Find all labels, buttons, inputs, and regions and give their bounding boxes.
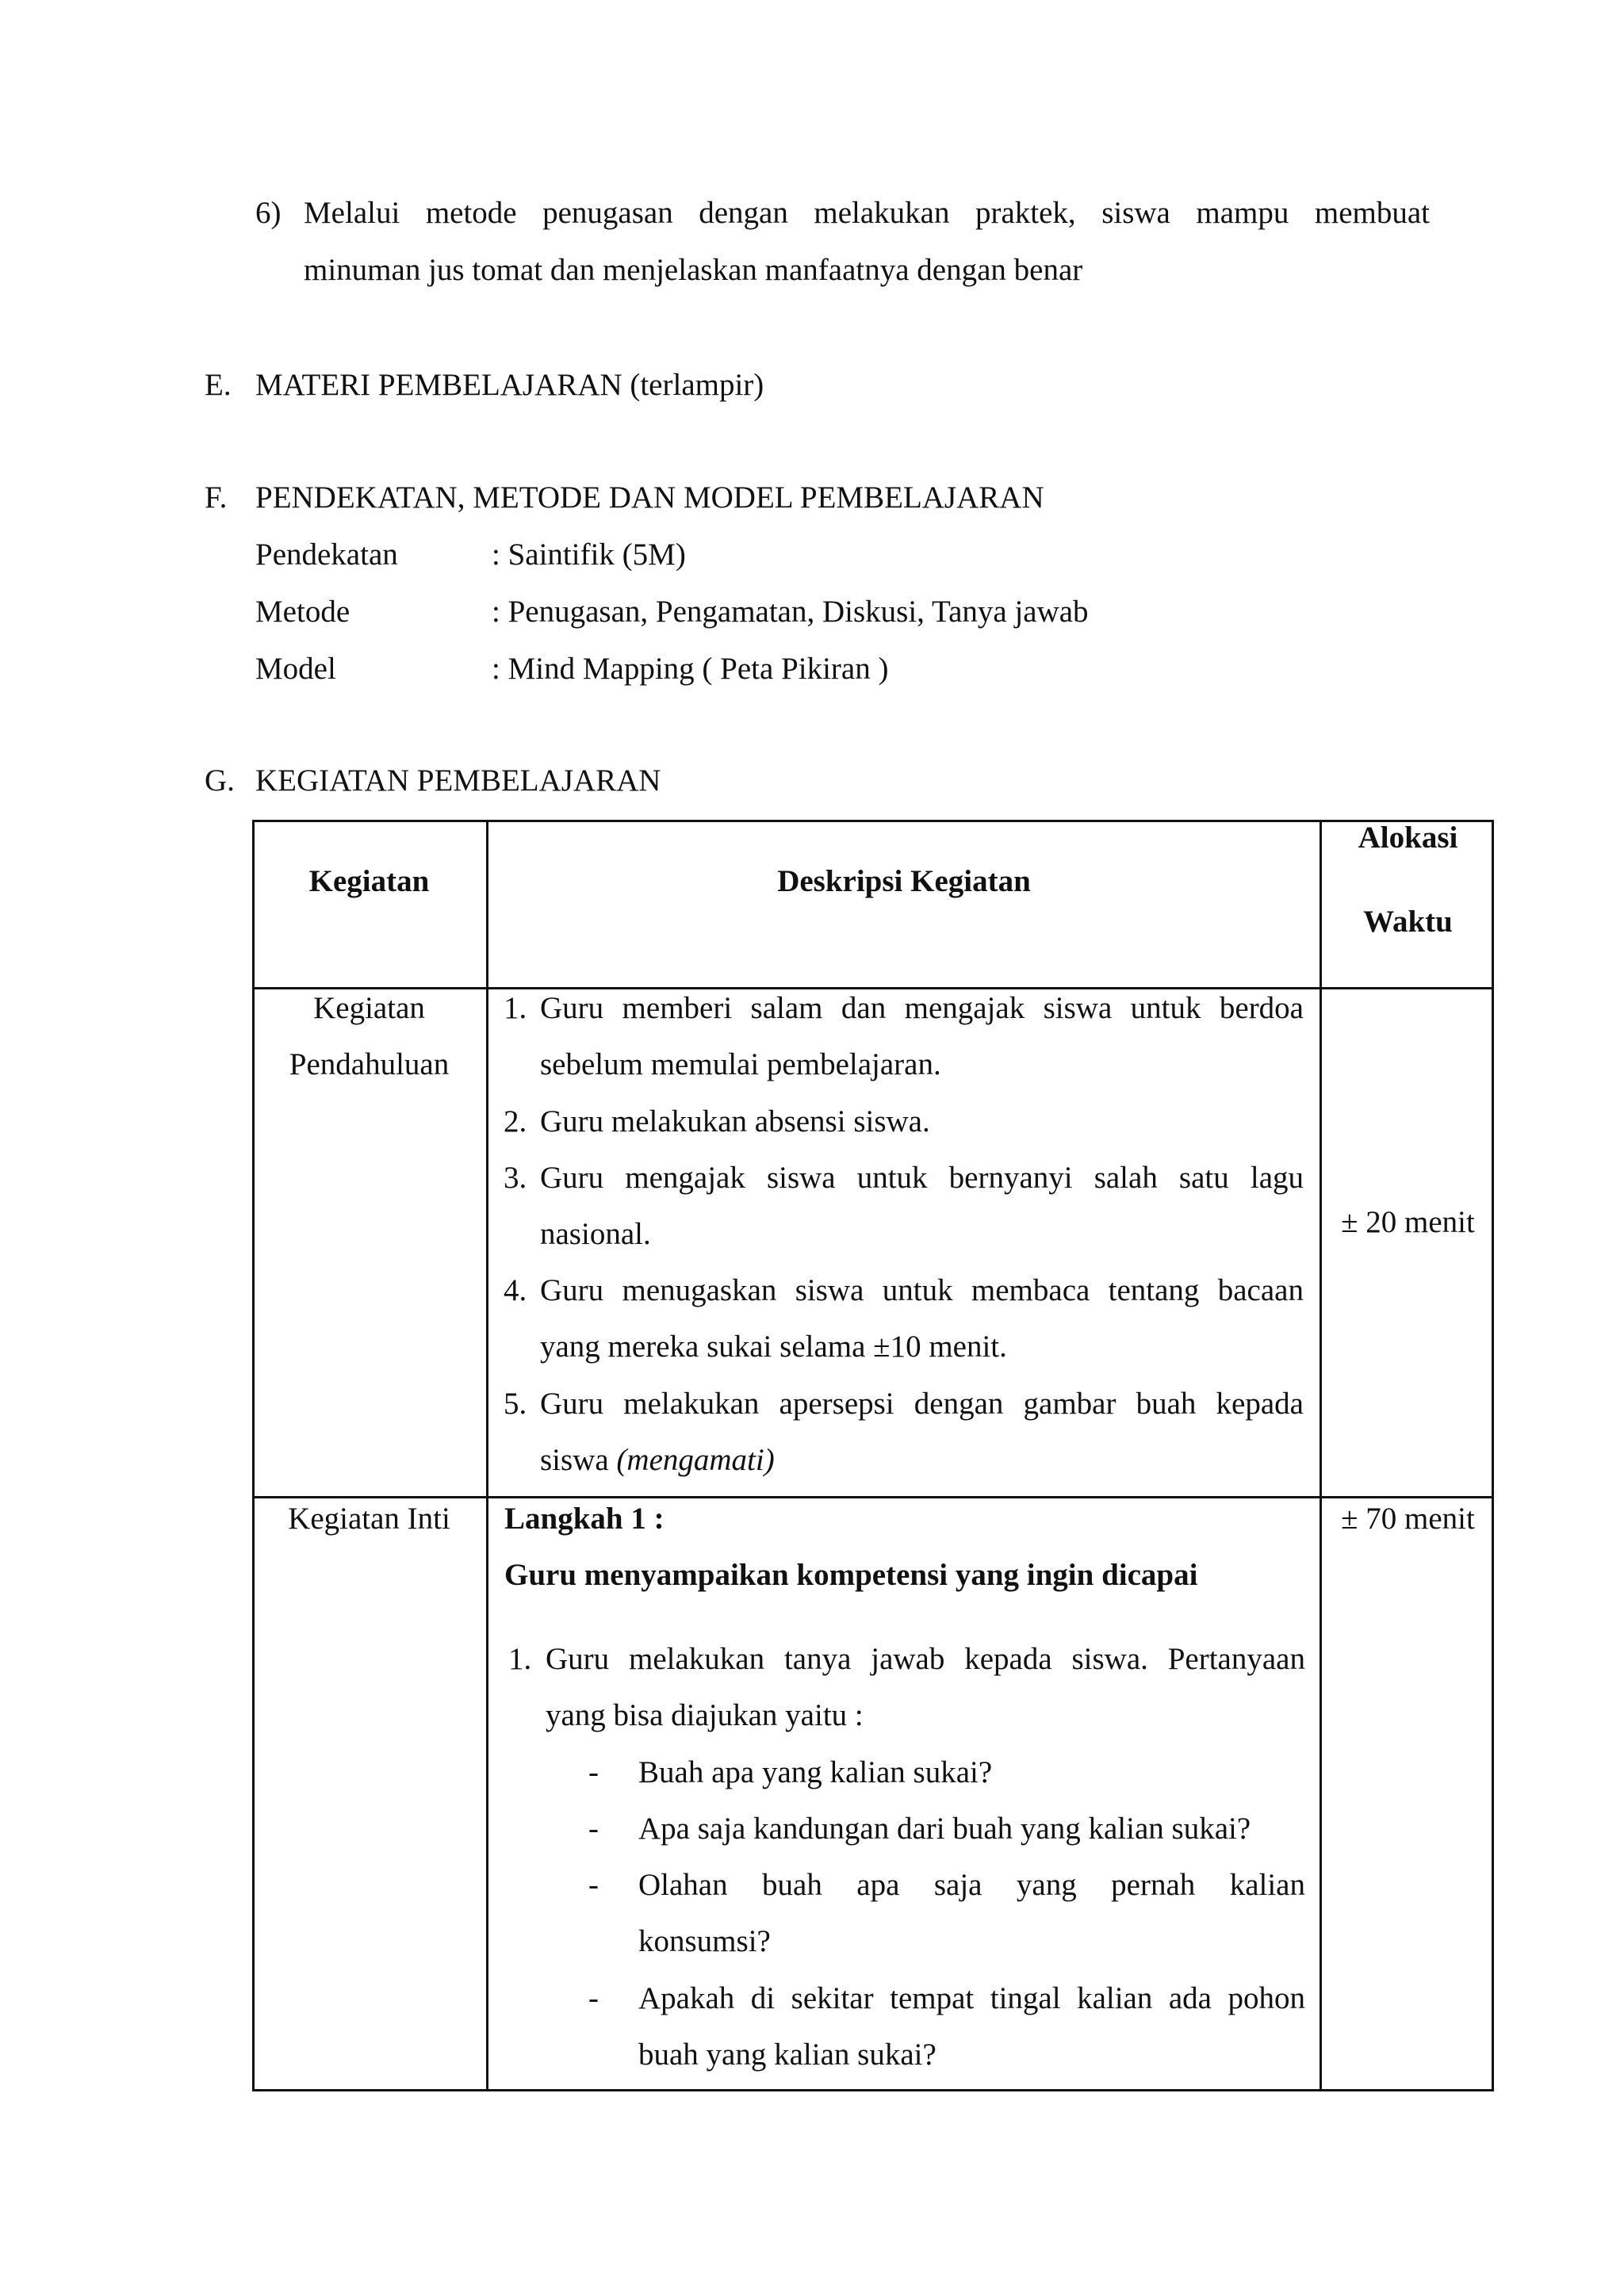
section-f-letter: F.	[205, 480, 228, 515]
section-f-title: PENDEKATAN, METODE DAN MODEL PEMBELAJARAN	[255, 480, 1044, 515]
question-3-line1: Olahan buah apa saja yang pernah kalian	[638, 1868, 1305, 1902]
pendahuluan-item3-line1: Guru mengajak siswa untuk bernyanyi salah satu lagu	[540, 1161, 1304, 1195]
pendahuluan-item1-line2: sebelum memulai pembelajaran.	[540, 1047, 941, 1081]
item-number: 6)	[255, 196, 282, 230]
approach-value: : Saintifik (5M)	[492, 538, 686, 572]
pendahuluan-item3-number: 3.	[504, 1161, 527, 1195]
inti-item1-number: 1.	[508, 1642, 532, 1676]
table-divider-header	[252, 987, 1494, 989]
table-divider-col2	[1320, 820, 1322, 2091]
pendahuluan-item5-line2	[540, 1442, 775, 1479]
pendahuluan-item1-line1: Guru memberi salam dan mengajak siswa untuk berdoa	[540, 991, 1304, 1025]
question-3-line2: konsumsi?	[638, 1924, 771, 1958]
pendahuluan-item5-line1: Guru melakukan apersepsi dengan gambar buah kepada	[540, 1387, 1304, 1421]
pendahuluan-item2-number: 2.	[504, 1104, 527, 1138]
method-value: : Penugasan, Pengamatan, Diskusi, Tanya jawab	[492, 595, 1089, 629]
pendahuluan-item5-line2-plain: siswa	[540, 1443, 617, 1477]
section-g-title: KEGIATAN PEMBELAJARAN	[255, 763, 661, 798]
pendahuluan-item3-line2: nasional.	[540, 1217, 651, 1251]
inti-item1-line2: yang bisa diajukan yaitu :	[546, 1698, 864, 1732]
pendahuluan-item5-number: 5.	[504, 1387, 527, 1421]
header-deskripsi: Deskripsi Kegiatan	[777, 864, 1031, 898]
question-2: Apa saja kandungan dari buah yang kalian sukai?	[638, 1812, 1251, 1846]
inti-step-title: Langkah 1 :	[504, 1502, 665, 1536]
approach-label: Pendekatan	[255, 538, 398, 572]
inti-step-subtitle: Guru menyampaikan kompetensi yang ingin dicapai	[504, 1558, 1198, 1592]
pendahuluan-item1-number: 1.	[504, 991, 527, 1025]
question-dash: -	[588, 1868, 599, 1902]
section-e-title: MATERI PEMBELAJARAN (terlampir)	[255, 368, 764, 402]
item-text-line2: minuman jus tomat dan menjelaskan manfaatnya dengan benar	[304, 253, 1083, 287]
method-label: Metode	[255, 595, 350, 629]
question-4-line1: Apakah di sekitar tempat tingal kalian ada pohon	[638, 1981, 1305, 2015]
inti-time: ± 70 menit	[1341, 1502, 1475, 1536]
question-dash: -	[588, 1981, 599, 2015]
question-1: Buah apa yang kalian sukai?	[638, 1755, 993, 1789]
question-dash: -	[588, 1812, 599, 1846]
pendahuluan-item4-line2: yang mereka sukai selama ±10 menit.	[540, 1330, 1007, 1364]
table-divider-col1	[486, 820, 488, 2091]
model-label: Model	[255, 652, 336, 686]
pendahuluan-item2-line1: Guru melakukan absensi siswa.	[540, 1104, 930, 1138]
table-divider-row1	[252, 1496, 1494, 1498]
header-alokasi-line2: Waktu	[1363, 905, 1453, 939]
header-alokasi-line1: Alokasi	[1358, 821, 1458, 855]
pendahuluan-label-line1: Kegiatan	[313, 991, 425, 1025]
header-kegiatan: Kegiatan	[308, 864, 430, 898]
pendahuluan-item4-number: 4.	[504, 1273, 527, 1307]
pendahuluan-time: ± 20 menit	[1341, 1205, 1475, 1239]
pendahuluan-item5-line2-italic: (mengamati)	[616, 1443, 775, 1477]
item-text-line1: Melalui metode penugasan dengan melakukan praktek, siswa mampu membuat	[304, 196, 1430, 230]
section-e-letter: E.	[205, 368, 232, 402]
model-value: : Mind Mapping ( Peta Pikiran )	[492, 652, 889, 686]
inti-label: Kegiatan Inti	[288, 1502, 450, 1536]
question-dash: -	[588, 1755, 599, 1789]
section-g-letter: G.	[205, 763, 235, 798]
pendahuluan-label-line2: Pendahuluan	[289, 1047, 450, 1081]
pendahuluan-item4-line1: Guru menugaskan siswa untuk membaca tentang bacaan	[540, 1273, 1304, 1307]
inti-item1-line1: Guru melakukan tanya jawab kepada siswa. Pertanyaan	[546, 1642, 1305, 1676]
question-4-line2: buah yang kalian sukai?	[638, 2038, 936, 2072]
